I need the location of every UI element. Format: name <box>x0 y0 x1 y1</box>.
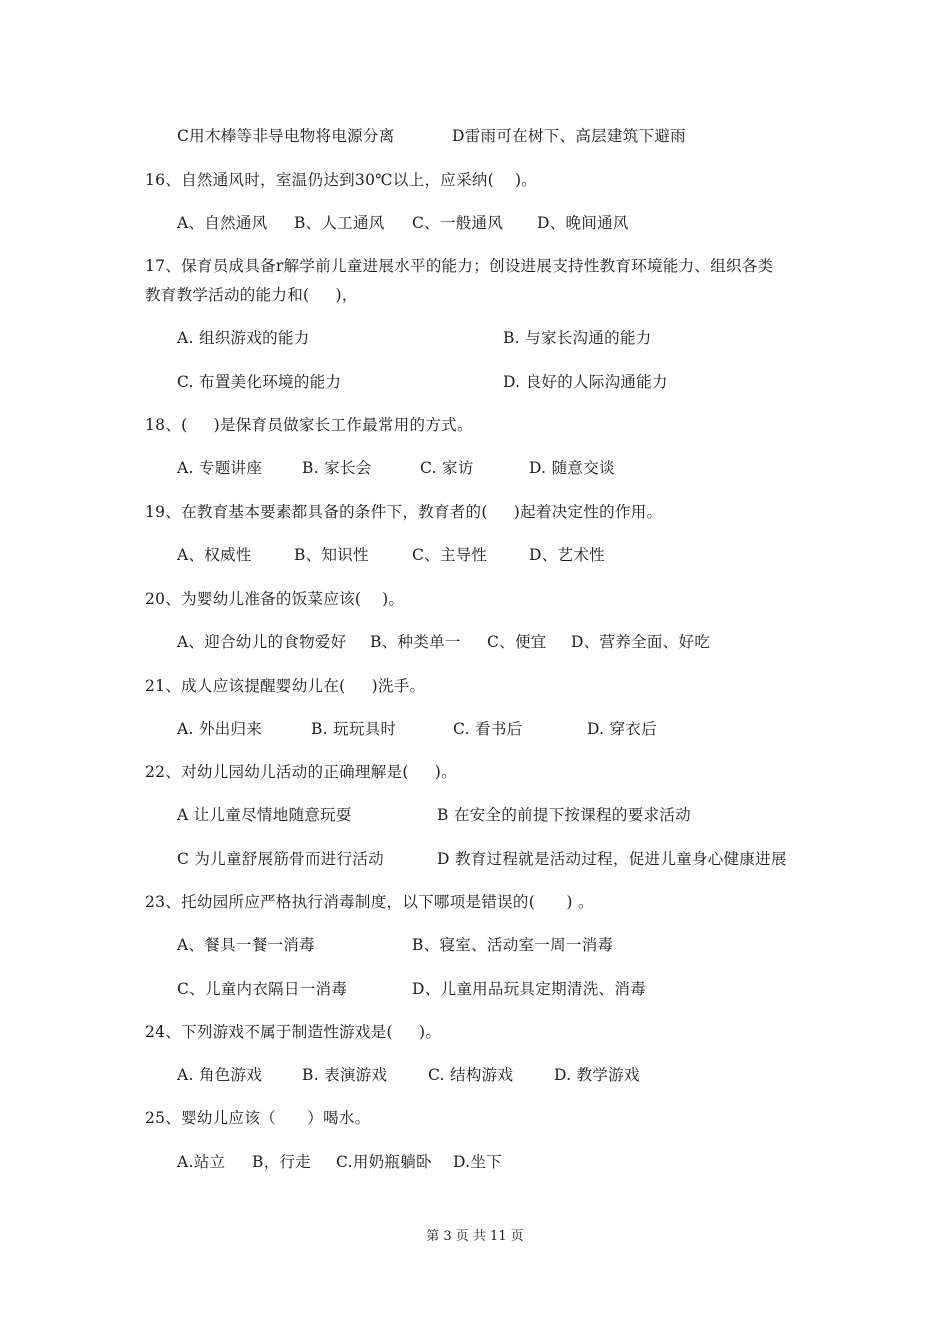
q17-stem-line1: 17、保育员成具备r解学前儿童进展水平的能力；创设进展支持性教育环境能力、组织各类 <box>145 257 774 275</box>
q17-option-c: C. 布置美化环境的能力 <box>177 373 342 391</box>
q21-stem: 21、成人应该提醒婴幼儿在( )洗手。 <box>145 677 426 695</box>
q16-option-d: D、晚间通风 <box>537 214 629 232</box>
q23-stem: 23、托幼园所应严格执行消毒制度，以下哪项是错误的( ) 。 <box>145 893 594 911</box>
q22-option-d: D 教育过程就是活动过程，促进儿童身心健康进展 <box>437 850 787 868</box>
q19-option-d: D、艺术性 <box>529 546 605 564</box>
q20-option-a: A、迎合幼儿的食物爱好 <box>177 633 347 651</box>
q25-option-a: A.站立 <box>177 1153 226 1171</box>
page-number-footer: 第 3 页 共 11 页 <box>426 1229 524 1244</box>
q18-option-a: A. 专题讲座 <box>177 459 263 477</box>
q18-option-c: C. 家访 <box>420 459 474 477</box>
q16-option-c: C、一般通风 <box>412 214 504 232</box>
q19-option-a: A、权威性 <box>177 546 252 564</box>
q16-option-b: B、人工通风 <box>294 214 385 232</box>
q25-option-d: D.坐下 <box>453 1153 503 1171</box>
q23-option-c: C、儿童内衣隔日一消毒 <box>177 980 348 998</box>
q21-option-b: B. 玩玩具时 <box>311 720 397 738</box>
q20-option-c: C、便宜 <box>487 633 547 651</box>
q15-option-d: D雷雨可在树下、高层建筑下避雨 <box>452 127 686 145</box>
q20-option-d: D、营养全面、好吃 <box>571 633 711 651</box>
q16-stem: 16、自然通风时，室温仍达到30℃以上，应采纳( )。 <box>145 171 538 189</box>
q22-option-b: B 在安全的前提下按课程的要求活动 <box>437 806 691 824</box>
q25-option-c: C.用奶瓶躺卧 <box>336 1153 432 1171</box>
q25-stem: 25、婴幼儿应该（ ）喝水。 <box>145 1109 371 1127</box>
q22-stem: 22、对幼儿园幼儿活动的正确理解是( )。 <box>145 763 457 781</box>
q18-option-d: D. 随意交谈 <box>529 459 615 477</box>
q17-option-b: B. 与家长沟通的能力 <box>503 329 652 347</box>
q23-option-b: B、寝室、活动室一周一消毒 <box>412 936 614 954</box>
q17-stem-line2: 教育教学活动的能力和( )， <box>145 286 358 304</box>
q24-option-d: D. 教学游戏 <box>554 1066 640 1084</box>
q24-option-b: B. 表演游戏 <box>302 1066 388 1084</box>
q16-option-a: A、自然通风 <box>177 214 268 232</box>
q19-option-c: C、主导性 <box>412 546 488 564</box>
q24-stem: 24、下列游戏不属于制造性游戏是( )。 <box>145 1023 442 1041</box>
q24-option-c: C. 结构游戏 <box>428 1066 514 1084</box>
q21-option-d: D. 穿衣后 <box>587 720 658 738</box>
q21-option-a: A. 外出归来 <box>177 720 263 738</box>
q23-option-d: D、儿童用品玩具定期清洗、消毒 <box>412 980 646 998</box>
q18-stem: 18、( )是保育员做家长工作最常用的方式。 <box>145 416 473 434</box>
q20-stem: 20、为婴幼儿准备的饭菜应该( )。 <box>145 590 405 608</box>
q22-option-a: A 让儿童尽情地随意玩耍 <box>177 806 352 824</box>
q17-option-a: A. 组织游戏的能力 <box>177 329 310 347</box>
q18-option-b: B. 家长会 <box>302 459 372 477</box>
q20-option-b: B、种类单一 <box>370 633 461 651</box>
q25-option-b: B，行走 <box>252 1153 312 1171</box>
q23-option-a: A、餐具一餐一消毒 <box>177 936 315 954</box>
q19-option-b: B、知识性 <box>294 546 369 564</box>
q15-option-c: C用木棒等非导电物将电源分离 <box>177 127 395 145</box>
q17-option-d: D. 良好的人际沟通能力 <box>503 373 668 391</box>
q19-stem: 19、在教育基本要素都具备的条件下，教育者的( )起着决定性的作用。 <box>145 503 663 521</box>
q24-option-a: A. 角色游戏 <box>177 1066 263 1084</box>
q22-option-c: C 为儿童舒展筋骨而进行活动 <box>177 850 384 868</box>
q21-option-c: C. 看书后 <box>453 720 523 738</box>
